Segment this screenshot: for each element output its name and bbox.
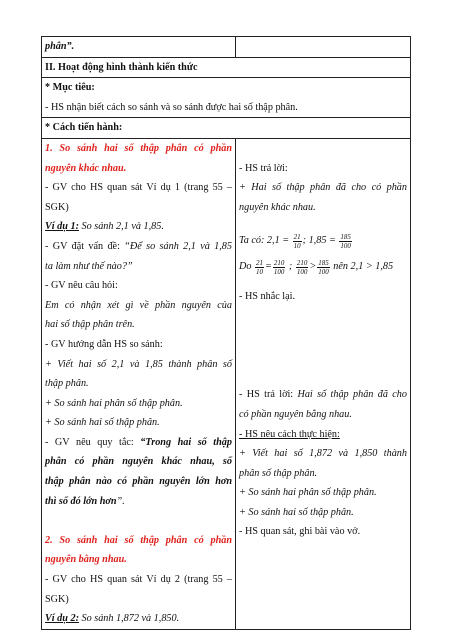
table-row [42,37,411,58]
math-text: Ta có: 2,1 = [239,235,292,247]
cach-tien-hanh-label: * Cách tiến hành: [45,122,123,134]
right-line: - HS nêu cách thực hiện: [239,428,340,440]
left-text: thì số đó lớn hơn [45,495,117,507]
left-line: thập phân nào có phần nguyên lớn hơn [45,476,232,488]
right-line: - HS nhắc lại. [239,291,296,303]
spacer [239,307,407,385]
right-line: phân số thập phân. [239,467,318,479]
denominator: 100 [318,267,329,276]
right-line [239,385,407,405]
math-text: ; [286,261,295,273]
denominator: 10 [293,241,301,250]
cach-tien-hanh-cell [42,118,411,139]
math-text: Do [239,261,254,273]
denominator: 100 [296,267,308,276]
section-title-cell [42,57,411,78]
denominator: 100 [340,241,351,250]
fraction [273,259,286,276]
math-text: ; 1,85 = [302,235,339,247]
spacer [239,279,407,287]
right-line: - HS quan sát, ghi bài vào vở. [239,526,361,538]
left-line [45,433,232,453]
numerator: 185 [340,232,351,241]
right-text: - HS trả lời: [239,389,298,401]
right-line: - HS trả lời: [239,162,288,174]
fraction [339,233,352,250]
left-line: + So sánh hai số thập phân. [45,417,160,429]
example-1 [45,217,232,237]
left-text: - GV nêu quy tắc: [45,436,141,448]
right-line: + Viết hai số 1,872 và 1,850 thành [239,448,407,460]
numerator: 21 [293,232,301,241]
left-line: + So sánh hai phân số thập phân. [45,397,183,409]
heading-2a: 2. So sánh hai số thập phân có phần [45,534,232,546]
fraction [255,259,264,276]
denominator: 10 [256,267,263,276]
student-activity-cell [236,138,411,629]
right-text: Hai số thập phân đã cho [297,389,407,401]
right-line: + So sánh hai phân số thập phân. [239,487,377,499]
spacer [45,511,232,531]
fraction [293,233,302,250]
table-row [42,78,411,118]
left-line: + Viết hai số 2,1 và 1,85 thành phân số [45,358,232,370]
right-line: + Hai số thập phân đã cho có phần [239,182,407,194]
left-line: thập phân. [45,378,89,390]
left-line: hai số thập phân trên. [45,319,135,331]
left-line: - GV cho HS quan sát Ví dụ 2 (trang 55 – [45,574,232,586]
heading-2b: nguyên bằng nhau. [45,554,127,566]
example-2-label: Ví dụ 2: [45,613,79,625]
teacher-activity-cell [42,138,236,629]
numerator: 210 [296,258,308,267]
spacer [239,217,407,227]
math-text: nên 2,1 > 1,85 [330,261,394,273]
heading-1b: nguyên khác nhau. [45,162,127,174]
table-row [42,118,411,139]
left-line: SGK) [45,201,69,213]
left-text: ”. [116,495,125,507]
row1-text: phân”. [45,41,75,52]
left-line: - GV hướng dẫn HS so sánh: [45,338,163,350]
left-line [45,492,232,512]
left-text: - GV đặt vấn đề: [45,240,125,252]
math-text: = [265,261,272,273]
muc-tieu-text: - HS nhận biết cách so sánh và so sánh được hai số thập phân. [45,101,298,113]
math-text: > [309,261,317,273]
table-row [42,57,411,78]
math-line-2 [239,255,407,279]
denominator: 100 [273,267,285,276]
lesson-table [41,36,411,630]
right-line: + So sánh hai số thập phân. [239,506,354,518]
table-row [42,138,411,629]
example-1-text: So sánh 2,1 và 1,85. [78,221,164,233]
example-2 [45,609,232,629]
left-line: SGK) [45,593,69,605]
left-line: - GV cho HS quan sát Ví dụ 1 (trang 55 – [45,182,232,194]
heading-1a: 1. So sánh hai số thập phân có phần [45,142,232,154]
right-cell [236,37,411,58]
fraction [317,259,330,276]
example-1-label: Ví dụ 1: [45,221,79,233]
muc-tieu-cell [42,78,411,118]
numerator: 21 [256,258,263,267]
left-text: “Trong hai số thập [140,436,232,448]
numerator: 185 [318,258,329,267]
left-cell [42,37,236,58]
left-line: Em có nhận xét gì về phần nguyên của [45,299,232,311]
left-text: “Để so sánh 2,1 và 1,85 [124,240,232,252]
numerator: 210 [273,258,285,267]
fraction [296,259,309,276]
lesson-plan-page [41,36,408,630]
left-line: ta làm như thế nào?” [45,260,133,272]
math-line-1 [239,229,407,253]
muc-tieu-label: * Mục tiêu: [45,82,95,94]
right-line: có phần nguyên bằng nhau. [239,408,352,420]
left-line [45,237,232,257]
spacer [239,139,407,159]
left-line: phân có phần nguyên khác nhau, số [45,456,232,468]
section-title: II. Hoạt động hình thành kiến thức [45,61,198,73]
left-line: - GV nêu câu hỏi: [45,280,118,292]
right-line: nguyên khác nhau. [239,201,316,213]
example-2-text: So sánh 1,872 và 1,850. [78,613,180,625]
